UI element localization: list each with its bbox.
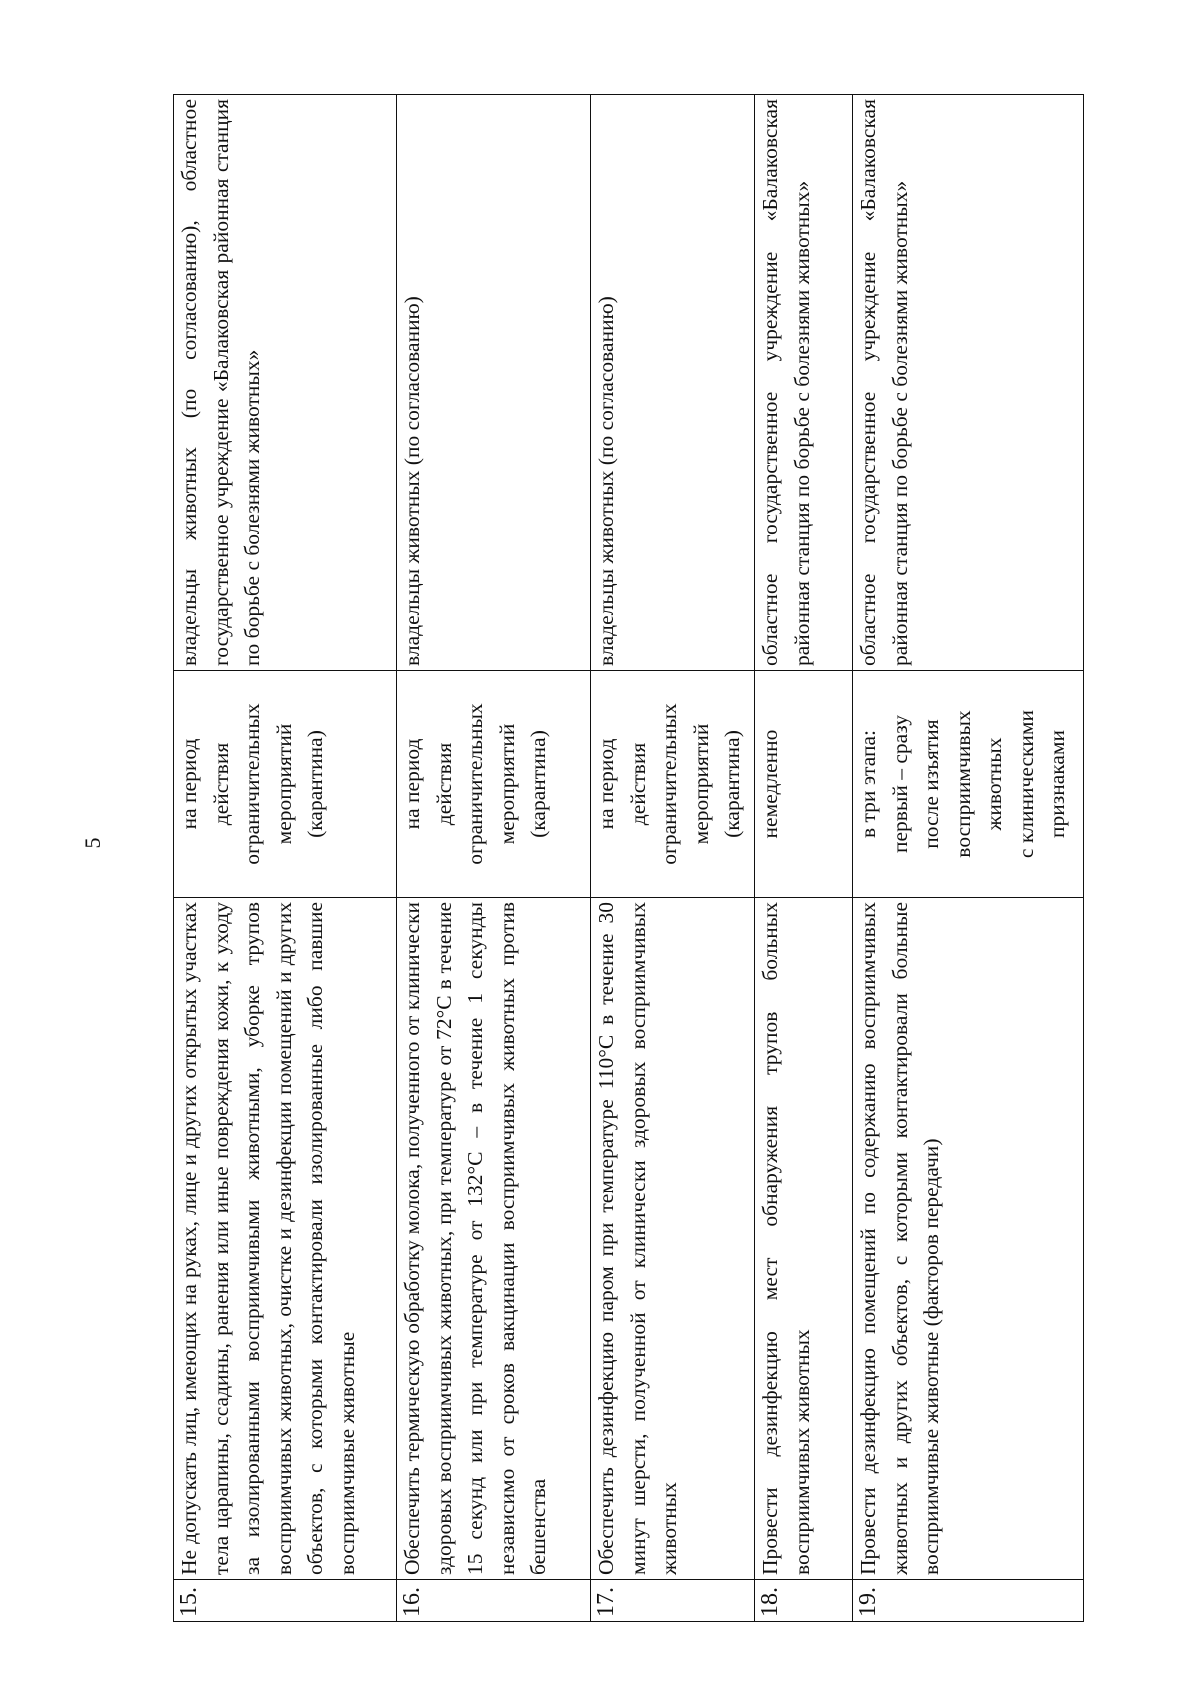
term-line: действия: [208, 742, 233, 826]
term-line: (карантина): [303, 730, 327, 838]
term-line: ограничительных: [463, 703, 487, 865]
responsible-cell: областное государственное учреждение «Балаковская районная станция по борьбе с болезнями животных»: [853, 95, 1084, 671]
term-line: в три этапа:: [856, 730, 880, 838]
term-line: ограничительных: [657, 703, 681, 865]
term-cell: [755, 671, 853, 898]
term-line: признаками: [1045, 729, 1069, 839]
measures-table: [173, 94, 1084, 1622]
row-number: 15.: [174, 1580, 397, 1622]
table-row: [397, 95, 591, 1622]
term-cell: [853, 671, 1084, 898]
responsible-cell: владельцы животных (по согласованию): [397, 95, 591, 671]
responsible-cell: областное государственное учреждение «Балаковская районная станция по борьбе с болезнями животных»: [755, 95, 853, 671]
row-number: 19.: [853, 1580, 1084, 1622]
table-row: [591, 95, 755, 1622]
page-number: 5: [80, 837, 105, 849]
table-row: [853, 95, 1084, 1622]
term-line: на период: [594, 738, 618, 830]
term-line: с клиническими: [1013, 709, 1038, 859]
term-line: (карантина): [526, 730, 550, 838]
term-cell: [591, 671, 755, 898]
term-line: мероприятий: [271, 723, 296, 845]
action-cell: Не допускать лиц, имеющих на руках, лице и других открытых участках тела царапины, ссадины, ранения или иные повреждения кожи, к уходу за изолированными восприимчивыми животными, уборке трупов восприимчивых животных, очистке и дезинфекции помещений и других объектов, с которыми контактировали изолированные либо павшие восприимчивые животные: [174, 898, 397, 1580]
row-number: 16.: [397, 1580, 591, 1622]
row-number: 17.: [591, 1580, 755, 1622]
term-cell: [174, 671, 397, 898]
measures-table-wrapper: [173, 95, 1083, 1622]
action-cell: Обеспечить дезинфекцию паром при температуре 110°С в течение 30 минут шерсти, полученной от клинически здоровых восприимчивых животных: [591, 898, 755, 1580]
term-line: на период: [400, 738, 424, 830]
term-line: (карантина): [720, 730, 744, 838]
term-line: мероприятий: [688, 723, 713, 845]
term-line: на период: [177, 738, 201, 830]
term-cell: [397, 671, 591, 898]
term-line: ограничительных: [240, 703, 264, 865]
term-line: первый – сразу: [887, 714, 912, 854]
action-cell: Провести дезинфекцию помещений по содержанию восприимчивых животных и других объектов, с которыми контактировали больные восприимчивые животные (факторов передачи): [853, 898, 1084, 1580]
term-line: животных: [982, 737, 1006, 831]
row-number: 18.: [755, 1580, 853, 1622]
table-row: [174, 95, 397, 1622]
term-line: восприимчивых: [950, 710, 975, 858]
term-line: действия: [431, 742, 456, 826]
action-cell: Провести дезинфекцию мест обнаружения трупов больных восприимчивых животных: [755, 898, 853, 1580]
action-cell: Обеспечить термическую обработку молока, полученного от клинически здоровых восприимчивых животных, при температуре от 72°С в течение 15 секунд или при температуре от 132°С – в течение 1 секунды независимо от сроков вакцинации восприимчивых животных против бешенства: [397, 898, 591, 1580]
responsible-cell: владельцы животных (по согласованию), областное государственное учреждение «Балаковская районная станция по борьбе с болезнями животных»: [174, 95, 397, 671]
table-row: [755, 95, 853, 1622]
term-line: действия: [625, 742, 650, 826]
term-line: немедленно: [758, 729, 782, 839]
responsible-cell: владельцы животных (по согласованию): [591, 95, 755, 671]
term-line: после изъятия: [919, 719, 943, 849]
term-line: мероприятий: [494, 723, 519, 845]
